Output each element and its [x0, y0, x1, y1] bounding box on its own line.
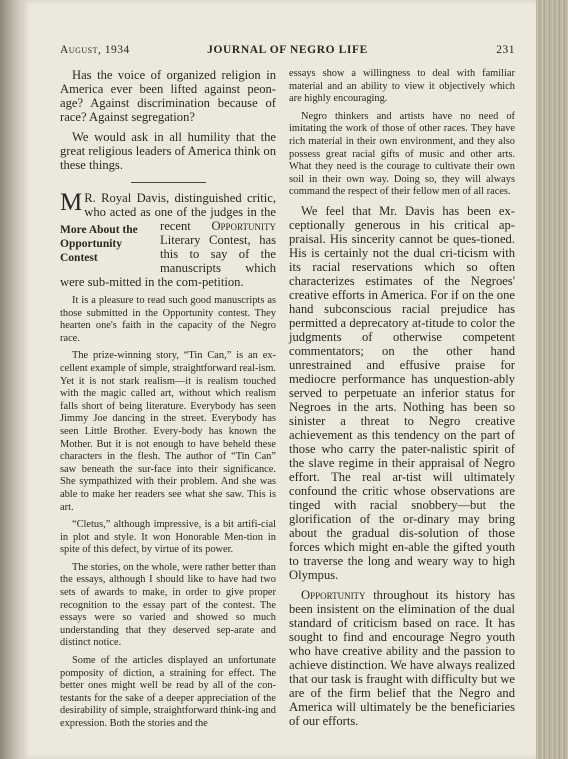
issue-date: August, 1934: [60, 44, 130, 56]
magazine-name: Opportunity: [211, 219, 276, 233]
quote-paragraph: “Cletus,” although impressive, is a bit artifi-cial in plot and style. It won Honorable Men-tion in spite of this defect, by virtue of its power.: [60, 519, 276, 556]
magazine-name: Opportunity: [301, 587, 366, 602]
quote-paragraph: It is a pleasure to read such good manuscripts as those submitted in the Opportunity contest. They hearten one's faith in the capacity of the Negro race.: [60, 295, 276, 344]
paragraph: We feel that Mr. Davis has been ex-ceptionally generous in his critical ap-praisal. His sincerity cannot be ques-tioned. His is certainly not the dual cri-ticism with its racial reservations which so often characterizes estimates of the Negroes' creative efforts in America. For if on the one hand subconscious racial prejudice has permitted a deprecatory at-titude to color the judgments of otherwise competent commentators; on the other hand unrestrained and effusive praise for mediocre performance has unquestion-ably served to perpetuate an inferior status for Negroes in the arts. Nothing has been so sinister a threat to Negro creative achievement as this tendency on the part of those who carry the pater-nalistic spirit of the slave regime in their appraisal of Negro effort. The real ar-tist will ultimately confound the critic whose observations are tinged with racial snobbery—but the glorification of the or-dinary may bring about the gradual dis-solution of those forces which might en-able the gifted youth to traverse the long and weary way to high Olympus.: [289, 203, 515, 582]
quote-paragraph: essays show a willingness to deal with familiar material and an ability to view it objectively which are highly encouraging.: [289, 68, 515, 105]
drop-cap: M: [60, 189, 83, 216]
quote-paragraph: Some of the articles displayed an unfortunate pomposity of diction, a straining for effect. The better ones might well be read by all of the con-testants for the sake of a deeper appreciation of the desirability of simple, straightforward think-ing and expression. Both the stories and the: [60, 655, 276, 729]
side-heading: More About the Opportunity Contest: [60, 224, 138, 264]
paragraph: We would ask in all humility that the great religious leaders of America think on these things.: [60, 130, 276, 172]
quote-paragraph: The stories, on the whole, were rather better than the essays, although I should like to have had two sets of awards to make, in order to give proper recognition to the essay part of the contest. The essays were so varied and showed so much understanding that they deserved sep-arate and distinct notice.: [60, 561, 276, 649]
paragraph: Opportunity throughout its history has been insistent on the elimination of the dual standard of criticism based on race. It has sought to find and encourage Negro youth who have creative ability and the passion to achieve distinction. We have always realized that our task is fraught with difficulty but we are of the firm belief that the Negro and America will ultimately be the beneficiaries of our efforts.: [289, 587, 515, 728]
paragraph-davis-intro: M R. Royal Davis, distinguished critic, who acted as one of the judges in the recent Opportunity More About the Opportunity Contest Literary Contest, has this to say of the manuscripts which were sub-mitted in the com-petition.: [60, 189, 276, 289]
right-column: [289, 68, 515, 734]
binding-gutter: [0, 0, 22, 759]
page-edges: [536, 0, 568, 759]
journal-title: JOURNAL OF NEGRO LIFE: [207, 44, 368, 56]
quote-paragraph: Negro thinkers and artists have no need of imitating the work of those of other races. They have rich material in their own environment, and they also possess great racial gifts of music and other arts. What they need is the courage to cultivate their own soil in their own way. Doing so, they will always command the respect of their fellow men of all races.: [289, 110, 515, 198]
page-number: 231: [496, 44, 515, 56]
left-column: [60, 68, 276, 736]
quote-paragraph: The prize-winning story, “Tin Can,” is an ex-cellent example of simple, straightforward real-ism. Yet it is not stark realism—it is realism touched with the magic called art, without which realism falls short of being literature. Everybody has seen Jimmy Joe dancing in the street. Everybody has seen Little Brother. Every-body has known the Mother. But it is not enough to have beheld these characters in the flesh. The author of “Tin Can” saw beneath the sur-face into their significance. She sympathized with their problem. And she was able to make her readers see what she saw. This is art.: [60, 350, 276, 513]
running-head: [60, 44, 515, 62]
paragraph: Has the voice of organized religion in America ever been lifted against peon-age? Against discrimination because of race? Against segregation?: [60, 68, 276, 124]
section-divider: [131, 182, 206, 183]
